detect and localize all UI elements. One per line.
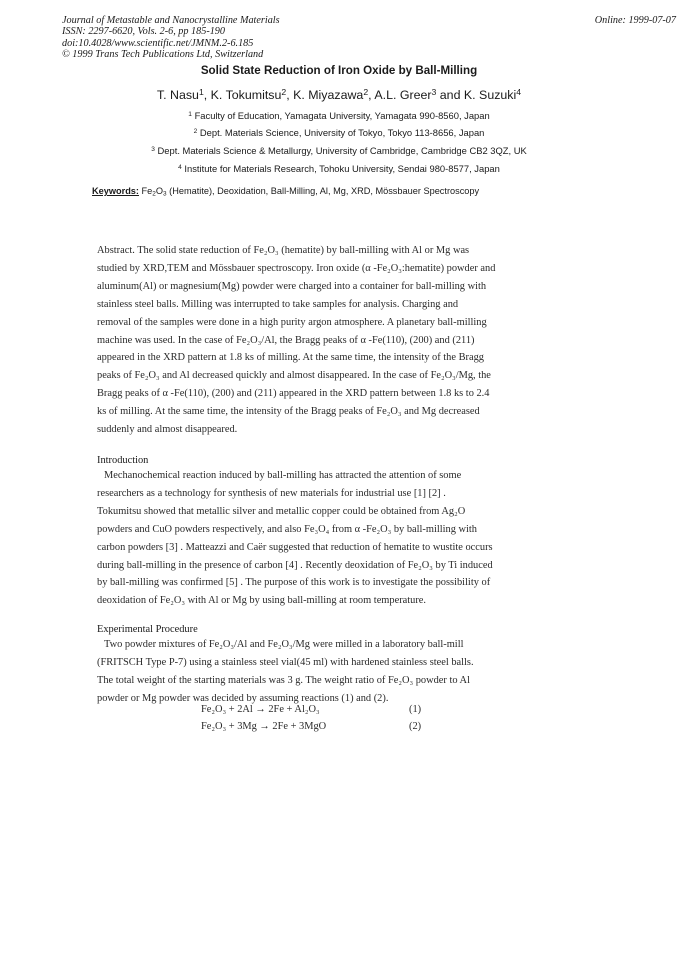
- introduction-heading: Introduction: [97, 455, 149, 466]
- abstract-line: Bragg peaks of α -Fe(110), (200) and (211) appeared in the XRD pattern between 1.8 ks to 2.4: [97, 388, 490, 400]
- paper-title: Solid State Reduction of Iron Oxide by Ball-Milling: [200, 64, 478, 77]
- affiliation-text: Institute for Materials Research, Tohoku University, Sendai 980-8577, Japan: [184, 163, 500, 174]
- author-list: T. Nasu$^1$, K. Tokumitsu$^2$, K. Miyazawa$^2$, A.L. Greer$^3$ and K. Suzuki$^4$: [156, 87, 522, 102]
- journal-header: [62, 15, 676, 61]
- abstract-line: suddenly and almost disappeared.: [97, 424, 238, 436]
- experimental-body: [97, 636, 541, 708]
- author-affiliation-mark: 2: [281, 87, 287, 98]
- author-name: K. Tokumitsu: [210, 88, 282, 102]
- introduction-line: Tokumitsu showed that metallic silver and metallic copper could be obtained from Ag₂O: [97, 505, 466, 517]
- abstract: [97, 242, 541, 439]
- abstract-line: machine was used. In the case of Fe₂O₃/Al, the Bragg peaks of α -Fe(110), (200) and (211): [97, 334, 475, 346]
- affiliation: [0, 145, 678, 156]
- journal-doi: doi:10.4028/www.scientific.net/JMNM.2-6.185: [62, 37, 254, 49]
- affiliation-text: Dept. Materials Science, University of Tokyo, Tokyo 113-8656, Japan: [199, 127, 485, 138]
- experimental-heading: Experimental Procedure: [97, 624, 198, 635]
- keyword-hematite-formula: $Fe_2O_3$: [141, 186, 167, 198]
- equation-2: Fe₂O₃ + 3Mg → 2Fe + 3MgO: [201, 721, 327, 732]
- keywords-label: Keywords:: [92, 186, 139, 196]
- abstract-line: studied by XRD,TEM and Mössbauer spectroscopy. Iron oxide (α -Fe₂O₃:hematite) powder and: [97, 262, 496, 274]
- affiliation-number: 3: [151, 146, 155, 154]
- author-affiliation-mark: 2: [363, 87, 369, 98]
- author-name: K. Suzuki: [463, 88, 517, 102]
- introduction-line: researchers as a technology for synthesis of new materials for industrial use [1] [2] .: [97, 487, 446, 499]
- keywords: [92, 186, 479, 196]
- online-date: Online: 1999-07-07: [594, 15, 676, 26]
- author-affiliation-mark: 4: [516, 87, 522, 98]
- introduction-line: powders and CuO powders respectively, and also Fe₃O₄ from α -Fe₂O₃ by ball-milling with: [97, 523, 477, 535]
- author-name: T. Nasu: [156, 88, 199, 102]
- introduction-body: [97, 467, 541, 610]
- experimental-line: (FRITSCH Type P-7) using a stainless steel vial(45 ml) with hardened stainless steel balls.: [97, 656, 474, 668]
- affiliation: [0, 127, 678, 138]
- author-name: K. Miyazawa: [293, 88, 364, 102]
- keywords-list: (Hematite), Deoxidation, Ball-Milling, Al, Mg, XRD, Mössbauer Spectroscopy: [166, 186, 480, 196]
- experimental-line: powder or Mg powder was decided by assuming reactions (1) and (2).: [97, 692, 389, 704]
- experimental-line: The total weight of the starting materials was 3 g. The weight ratio of Fe₂O₃ powder to Al: [97, 674, 470, 686]
- affiliation-number: 4: [178, 164, 182, 172]
- experimental-line: Two powder mixtures of Fe₂O₃/Al and Fe₂O₃/Mg were milled in a laboratory ball-mill: [104, 639, 464, 650]
- author-affiliation-mark: 1: [198, 87, 204, 98]
- affiliation-number: 2: [193, 128, 198, 136]
- affiliation-text: Faculty of Education, Yamagata University, Yamagata 990-8560, Japan: [194, 110, 490, 121]
- author-affiliation-mark: 3: [431, 87, 437, 98]
- affiliation-number: 1: [188, 111, 192, 119]
- author-name: A.L. Greer: [374, 88, 432, 102]
- affiliation-text: Dept. Materials Science & Metallurgy, University of Cambridge, Cambridge CB2 3QZ, UK: [157, 145, 527, 156]
- introduction-line: deoxidation of Fe₂O₃ with Al or Mg by using ball-milling at room temperature.: [97, 595, 427, 607]
- abstract-line: appeared in the XRD pattern at 1.8 ks of milling. At the same time, the intensity of the Bragg: [97, 352, 484, 364]
- equation-2-number: (2): [409, 721, 422, 732]
- equation-1: Fe₂O₃ + 2Al → 2Fe + Al₂O₃: [201, 704, 320, 715]
- abstract-line: removal of the samples were done in a high purity argon atmosphere. A planetary ball-milling: [97, 316, 487, 328]
- abstract-line: peaks of Fe₂O₃ and Al decreased quickly and almost disappeared. In the case of Fe₂O₃/Mg, the: [97, 370, 491, 382]
- introduction-line: carbon powders [3] . Matteazzi and Caër suggested that reduction of hematite to wustite occurs: [97, 541, 493, 553]
- journal-name: Journal of Metastable and Nanocrystalline Materials: [62, 15, 280, 26]
- affiliation: [0, 163, 678, 174]
- equation-1-number: (1): [409, 704, 422, 715]
- abstract-line: Abstract. The solid state reduction of Fe₂O₃ (hematite) by ball-milling with Al or Mg was: [97, 245, 470, 256]
- journal-copyright: © 1999 Trans Tech Publications Ltd, Switzerland: [62, 49, 264, 61]
- journal-issn: ISSN: 2297-6620, Vols. 2-6, pp 185-190: [62, 26, 225, 38]
- introduction-line: during ball-milling in the presence of carbon [4] . Recently deoxidation of Fe₂O₃ by Ti induced: [97, 559, 493, 571]
- introduction-line: Mechanochemical reaction induced by ball-milling has attracted the attention of some: [104, 470, 462, 481]
- abstract-line: stainless steel balls. Milling was interrupted to take samples for analysis. Charging and: [97, 298, 459, 310]
- introduction-line: by ball-milling was confirmed [5] . The purpose of this work is to investigate the possibility of: [97, 577, 491, 589]
- abstract-line: aluminum(Al) or magnesium(Mg) powder were charged into a container for ball-milling with: [97, 280, 487, 292]
- abstract-line: ks of milling. At the same time, the intensity of the Bragg peaks of Fe₂O₃ and Mg decreased: [97, 406, 480, 418]
- affiliation: [0, 110, 678, 121]
